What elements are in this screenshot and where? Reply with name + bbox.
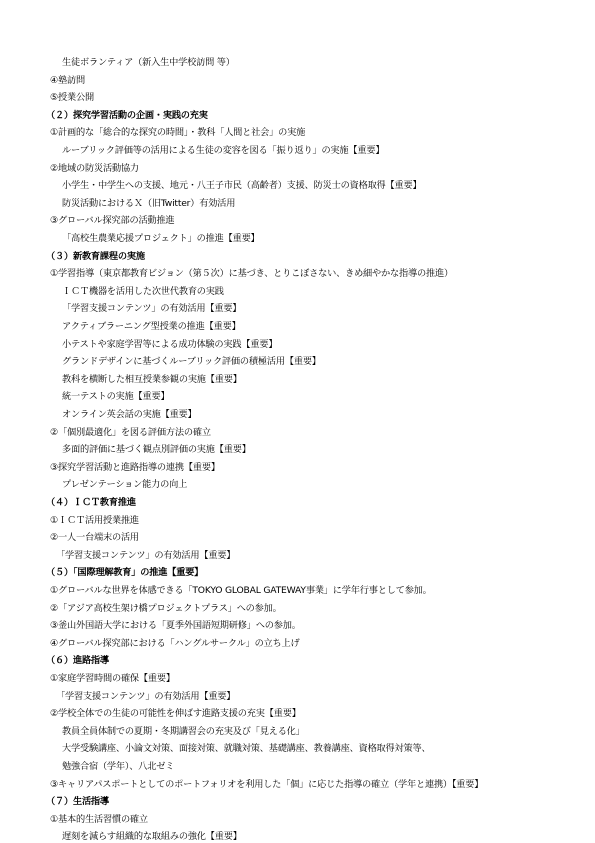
text-line: ④塾訪問 [50, 74, 85, 86]
text-line: 「学習支援コンテンツ」の有効活用【重要】 [56, 690, 236, 702]
text-line: ①グローバルな世界を体感できる「TOKYO GLOBAL GATEWAY事業」に学年行事として参加。 [50, 585, 432, 596]
text-line: 大学受験講座、小論文対策、面接対策、就職対策、基礎講座、教養講座、資格取得対策等、 [62, 743, 431, 755]
section-heading: （５）「国際理解教育」の推進【重要】 [46, 567, 204, 579]
text-line: ②一人一台端末の活用 [50, 532, 139, 544]
text-line: グランドデザインに基づくルーブリック評価の積極活用【重要】 [62, 356, 321, 368]
text-line: 小テストや家庭学習等による成功体験の実践【重要】 [62, 338, 278, 350]
text-line: ①ＩＣＴ活用授業推進 [50, 514, 139, 526]
text-line: 生徒ボランティア（新入生中学校訪問 等） [62, 57, 235, 68]
text-line: アクティブラーニング型授業の推進【重要】 [62, 321, 241, 332]
text-line: 「学習支援コンテンツ」の有効活用【重要】 [62, 303, 242, 315]
text-line: ⑤授業公開 [50, 92, 94, 104]
section-heading: （６）進路指導 [46, 655, 109, 667]
text-line: 多面的評価に基づく観点別評価の実施【重要】 [62, 444, 251, 456]
section-heading: （２）探究学習活動の企画・実践の充実 [46, 109, 208, 121]
text-line: ②「個別最適化」を図る評価方法の確立 [50, 426, 211, 438]
text-line: 遅刻を減らす組織的な取組みの強化【重要】 [62, 831, 242, 843]
text-line: ①基本的生活習慣の確立 [50, 813, 148, 825]
text-line: 統一テストの実施【重要】 [62, 391, 170, 403]
text-line: 教科を横断した相互授業参観の実施【重要】 [62, 373, 242, 385]
text-line: ①計画的な「総合的な探究の時間」・教科「人間と社会」の実施 [50, 127, 306, 139]
text-line: ③キャリアパスポートとしてのポートフォリオを利用した「個」に応じた指導の確立（学年と連携）【重要】 [50, 778, 484, 790]
text-line: オンライン英会話の実施【重要】 [62, 409, 197, 420]
text-line: 小学生・中学生への支援、地元・八王子市民（高齢者）支援、防災士の資格取得【重要】 [62, 180, 422, 192]
text-line: ①家庭学習時間の確保【重要】 [50, 673, 175, 684]
section-heading: （４）ＩＣＴ教育推進 [46, 497, 136, 508]
text-line: 防災活動におけるＸ（旧Twitter）有効活用 [62, 197, 236, 209]
text-line: 「高校生農業応援プロジェクト」の推進【重要】 [62, 233, 260, 244]
text-line: ②地域の防災活動協力 [50, 162, 139, 174]
text-line: ②学校全体での生徒の可能性を伸ばす進路支援の充実【重要】 [50, 708, 301, 720]
text-line: 「学習支援コンテンツ」の有効活用【重要】 [56, 549, 236, 561]
text-line: ③グローバル探究部の活動推進 [50, 215, 175, 227]
section-heading: （３）新教育課程の実施 [46, 250, 145, 262]
text-line: 教員全員体制での夏期・冬期講習会の充実及び「見える化」 [62, 725, 305, 737]
text-line: ②「アジア高校生架け橋プロジェクトプラス」への参加。 [50, 602, 282, 614]
section-heading: （７）生活指導 [46, 796, 109, 808]
text-line: ＩＣＴ機器を活用した次世代教育の実践 [62, 285, 224, 297]
text-line: プレゼンテーション能力の向上 [62, 479, 188, 491]
text-line: ③釜山外国語大学における「夏季外国語短期研修」への参加。 [50, 620, 301, 632]
text-line: ①学習指導（東京都教育ビジョン（第５次）に基づき、とりこぼさない、きめ細やかな指導の推進） [50, 268, 453, 280]
text-line: ④グローバル探究部における「ハングルサークル」の立ち上げ [50, 637, 300, 649]
text-line: ルーブリック評価等の活用による生徒の変容を図る「振り返り」の実施【重要】 [62, 145, 385, 156]
text-line: ③探究学習活動と進路指導の連携【重要】 [50, 461, 220, 473]
text-line: 勉強合宿（学年）、八北ゼミ [62, 761, 175, 772]
